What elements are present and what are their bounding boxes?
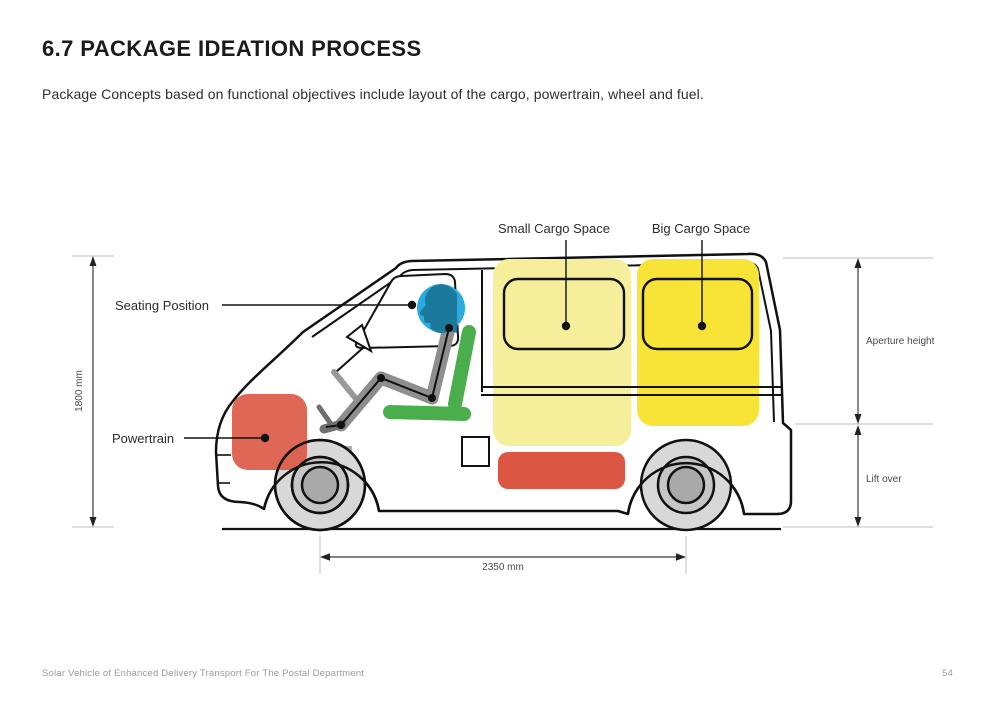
label-big-cargo: Big Cargo Space xyxy=(651,221,751,236)
dim-overall-height: 1800 mm xyxy=(74,370,85,412)
label-seating-position: Seating Position xyxy=(115,298,209,313)
rear-wheel xyxy=(641,440,731,530)
big-cargo-area xyxy=(637,259,759,426)
small-cargo-area xyxy=(493,259,631,446)
page-title: 6.7 PACKAGE IDEATION PROCESS xyxy=(42,36,422,61)
door-step xyxy=(462,437,489,466)
label-small-cargo: Small Cargo Space xyxy=(498,221,610,236)
powertrain-block xyxy=(232,394,307,470)
footer-document-title: Solar Vehicle of Enhanced Delivery Transport For The Postal Department xyxy=(42,668,365,679)
page-footer xyxy=(42,668,953,679)
footer-page-number: 54 xyxy=(942,668,953,679)
sill-block xyxy=(498,452,625,489)
page-subtitle: Package Concepts based on functional objectives include layout of the cargo, powertrain, wheel and fuel. xyxy=(42,86,704,102)
dim-aperture-height: Aperture height xyxy=(866,336,935,347)
dim-wheelbase: 2350 mm xyxy=(482,562,524,573)
label-powertrain: Powertrain xyxy=(112,431,175,446)
dim-lift-over: Lift over xyxy=(866,474,902,485)
